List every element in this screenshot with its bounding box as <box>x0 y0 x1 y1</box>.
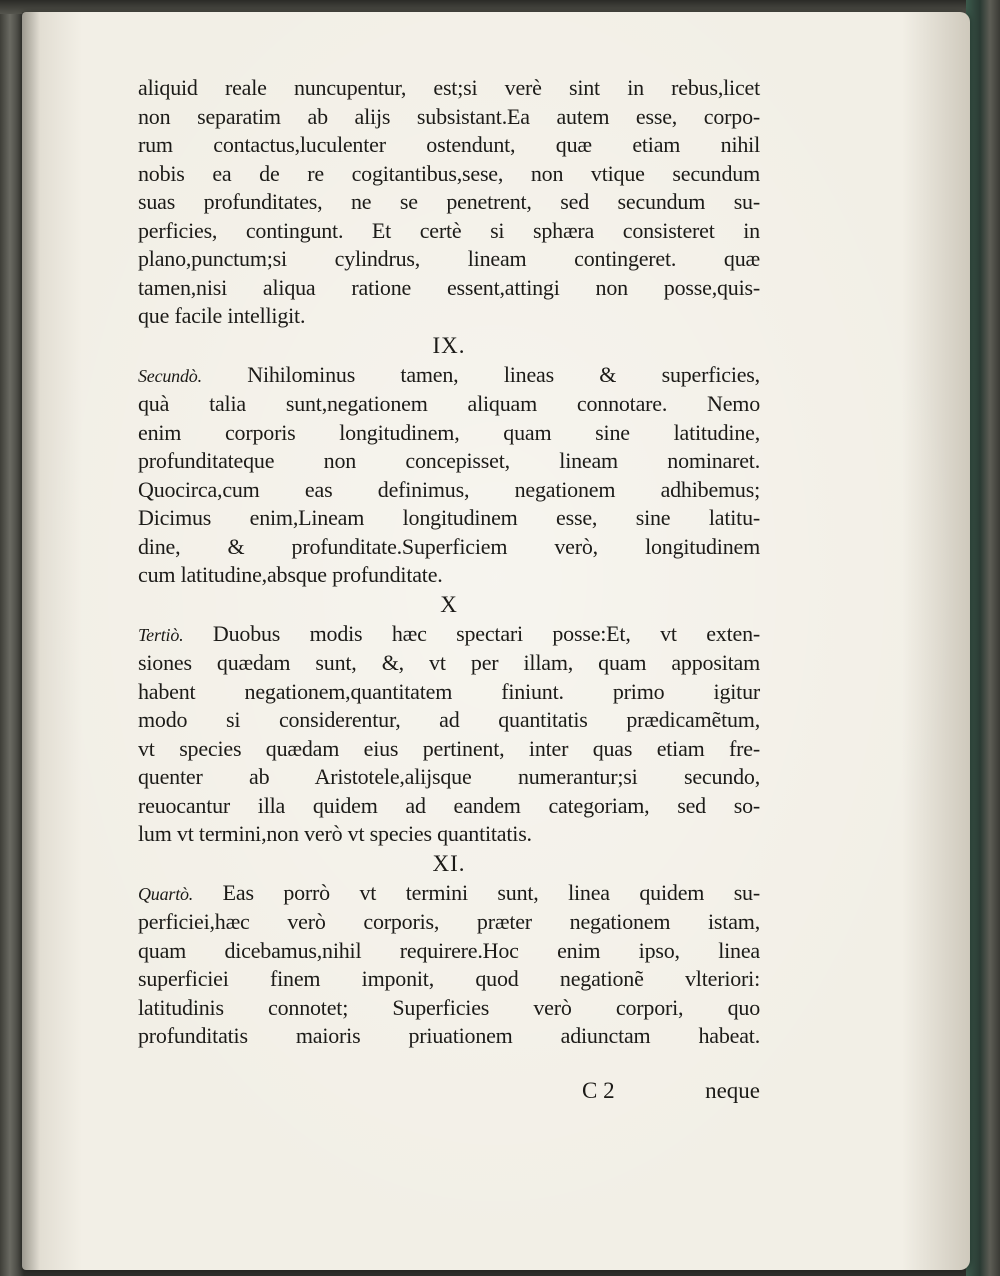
section-first-line <box>138 879 760 909</box>
text-line: suas profunditates, ne se penetrent, sed secundum su- <box>138 189 760 214</box>
text-line: quà talia sunt,negationem aliquam connotare. Nemo <box>138 391 760 416</box>
text-line: non separatim ab alijs subsistant.Ea autem esse, corpo- <box>138 103 760 129</box>
text-line: Quocirca,cum eas definimus, negationem adhibemus; <box>138 476 760 502</box>
text-line: siones quædam sunt, &, vt per illam, quam appositam <box>138 650 760 675</box>
catchword: neque <box>705 1078 760 1103</box>
text-line: rum contactus,luculenter ostendunt, quæ etiam nihil <box>138 132 760 157</box>
section-first-line-text: Nihilominus tamen, lineas & superficies, <box>247 361 760 387</box>
text-line: dine, & profunditate.Superficiem verò, longitudinem <box>138 533 760 559</box>
text-line: quam dicebamus,nihil requirere.Hoc enim ipso, linea <box>138 937 760 963</box>
text-line: que facile intelligit. <box>138 303 306 328</box>
gutter-shadow <box>22 12 40 1270</box>
page-text <box>138 74 760 1051</box>
text-line: enim corporis longitudinem, quam sine latitudine, <box>138 419 760 445</box>
section-lead-word: Tertiò. <box>138 624 184 645</box>
section-first-line-text: Eas porrò vt termini sunt, linea quidem su- <box>222 879 760 905</box>
text-line: lum vt termini,non verò vt species quantitatis. <box>138 821 532 846</box>
text-line: tamen,nisi aliqua ratione essent,attingi non posse,quis- <box>138 274 760 300</box>
section-first-line-text: Duobus modis hæc spectari posse:Et, vt exten- <box>212 620 760 646</box>
section-lead-word: Secundò. <box>138 365 202 386</box>
text-line: reuocantur illa quidem ad eandem categoriam, sed so- <box>138 792 760 818</box>
text-line: profunditateque non concepisset, lineam nominaret. <box>138 448 760 473</box>
text-line: latitudinis connotet; Superficies verò corpori, quo <box>138 994 760 1020</box>
text-line: Dicimus enim,Lineam longitudinem esse, sine latitu- <box>138 505 760 530</box>
text-line: profunditatis maioris priuationem adiunctam habeat. <box>138 1023 760 1048</box>
paragraph-continued <box>138 74 760 331</box>
section-xi <box>138 849 760 1051</box>
section-numeral: X <box>440 591 458 617</box>
section-numeral: XI. <box>432 850 466 876</box>
section-lead-word: Quartò. <box>138 883 194 904</box>
section-numeral: IX. <box>432 332 466 358</box>
text-line: superficiei finem imponit, quod negationẽ vlteriori: <box>138 966 760 991</box>
page-footer <box>138 1078 760 1108</box>
text-line: perficies, contingunt. Et certè si sphæra consisteret in <box>138 217 760 243</box>
text-line: quenter ab Aristotele,alijsque numerantur;si secundo, <box>138 764 760 789</box>
book-edge-right <box>966 0 1000 1276</box>
text-line: modo si considerentur, ad quantitatis prædicamẽtum, <box>138 707 760 732</box>
text-line: plano,punctum;si cylindrus, lineam contingeret. quæ <box>138 246 760 271</box>
signature-mark: C 2 <box>582 1078 615 1103</box>
text-line: nobis ea de re cogitantibus,sese, non vtique secundum <box>138 160 760 186</box>
section-ix <box>138 331 760 590</box>
text-line: cum latitudine,absque profunditate. <box>138 562 443 587</box>
section-first-line <box>138 620 760 650</box>
text-line: habent negationem,quantitatem finiunt. primo igitur <box>138 678 760 704</box>
section-x <box>138 590 760 849</box>
text-line: aliquid reale nuncupentur, est;si verè sint in rebus,licet <box>138 75 760 100</box>
text-line: vt species quædam eius pertinent, inter quas etiam fre- <box>138 735 760 761</box>
text-line: perficiei,hæc verò corporis, præter negationem istam, <box>138 909 760 934</box>
section-first-line <box>138 361 760 391</box>
